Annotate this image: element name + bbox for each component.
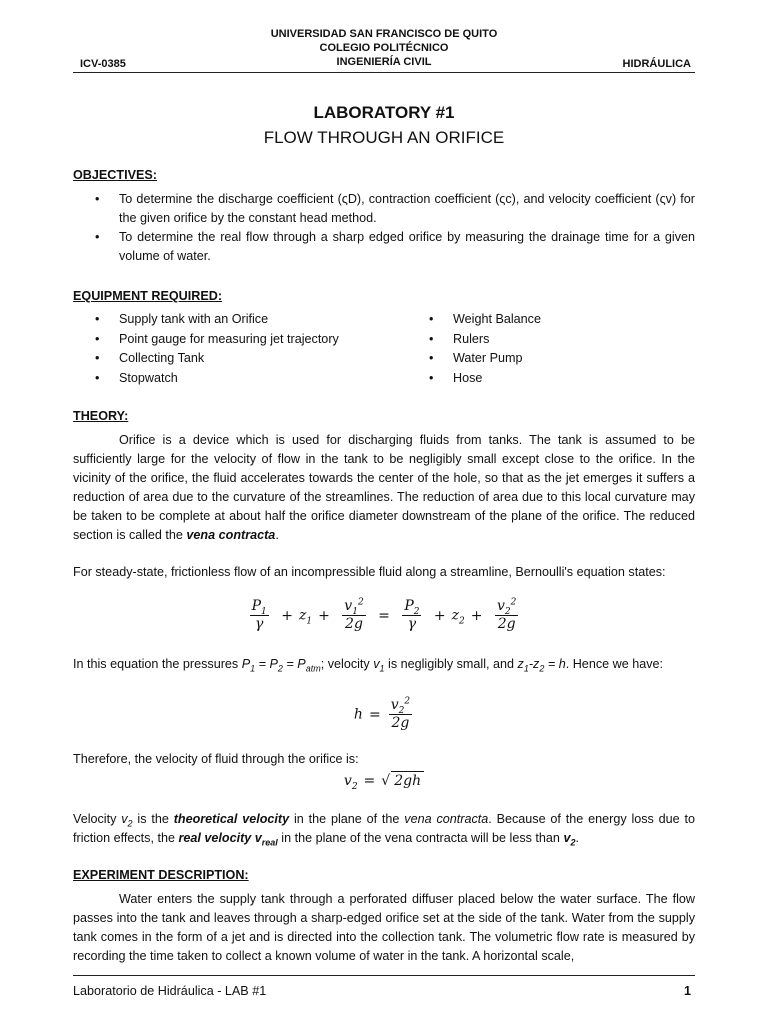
theory-paragraph-1: Orifice is a device which is used for discharging fluids from tanks. The tank is assumed to be sufficiently large for the velocity of flow in the tank to be negligibly small except close to the orifice. In the vicinity of the orifice, the fluid accelerates towards the center of the hole, so that as the jet emerges it suffers a reduction of area due to the curvature of the streamlines. The reduction of area due to this local curvature may be taken to be complete at about half the orifice diameter downstream of the plane of the orifice. The reduced section is called the vena contracta. xyxy=(73,433,695,542)
theory-heading: THEORY: xyxy=(73,409,129,423)
header-subject: HIDRÁULICA xyxy=(622,58,691,70)
list-item: • Water Pump xyxy=(407,349,695,369)
list-item: • To determine the discharge coefficient (ςD), contraction coefficient (ςc), and velocity coefficient (ςv) for the given orifice by the constant head method. xyxy=(73,190,695,228)
head-equation: h = $\frac{v_2^2}{2g}$ xyxy=(353,696,411,731)
list-item: • Collecting Tank xyxy=(73,349,403,369)
page-number: 1 xyxy=(683,984,691,998)
theory-paragraph-3: In this equation the pressures $P_1 = P_2 = P_{atm}$; velocity $v_1$ is negligibly small, and $z_1-z_2 = h$. Hence we have: xyxy=(73,657,664,674)
header-college: COLEGIO POLITÉCNICO xyxy=(319,42,449,54)
theory-paragraph-5: Velocity $v_2$ is the theoretical velocity in the plane of the vena contracta. Because of the energy loss due to friction effects, the real velocity $v_{real}$ in the plane of the vena contracta will be less than $v_2$. xyxy=(73,812,696,848)
equipment-list-left xyxy=(73,310,403,388)
lab-subtitle: FLOW THROUGH AN ORIFICE xyxy=(263,128,505,147)
header-course-code: ICV-0385 xyxy=(80,58,126,70)
velocity-equation: $v_2$ = √ 2gh xyxy=(0,771,768,791)
experiment-heading: EXPERIMENT DESCRIPTION: xyxy=(73,868,249,882)
footer-label: Laboratorio de Hidráulica - LAB #1 xyxy=(73,984,267,998)
list-item: • Rulers xyxy=(407,330,695,350)
theory-paragraph-2: For steady-state, frictionless flow of an incompressible fluid along a streamline, Bernoulli's equation states: xyxy=(73,565,666,579)
bernoulli-equation: $\frac{P_1}{\gamma}$ + $z_1$ + $\frac{v_1^2}{2g}$ = $\frac{P_2}{\gamma}$ + $z_2$ + $\frac{v_2^2}{2g}$ xyxy=(251,597,517,632)
objectives-list xyxy=(73,190,695,266)
header-university: UNIVERSIDAD SAN FRANCISCO DE QUITO xyxy=(270,28,498,40)
theory-paragraph-4: Therefore, the velocity of fluid through the orifice is: xyxy=(73,752,359,766)
list-item: • Weight Balance xyxy=(407,310,695,330)
equipment-heading: EQUIPMENT REQUIRED: xyxy=(73,289,223,303)
list-item: • Supply tank with an Orifice xyxy=(73,310,403,330)
experiment-paragraph-1: Water enters the supply tank through a perforated diffuser placed below the water surface. The flow passes into the tank and leaves through a sharp-edged orifice set at the side of the tank. Water from the supply tank comes in the form of a jet and is directed into the collection tank. The volumetric flow rate is measured by recording the time taken to collect a known volume of water in the tank. A horizontal scale, xyxy=(73,892,695,963)
list-item: • Point gauge for measuring jet trajectory xyxy=(73,330,403,350)
list-item: • To determine the real flow through a sharp edged orifice by measuring the drainage time for a given volume of water. xyxy=(73,228,695,266)
header-program: INGENIERÍA CIVIL xyxy=(336,56,432,68)
footer-rule xyxy=(73,975,695,976)
list-item: • Hose xyxy=(407,369,695,389)
equipment-list-right xyxy=(407,310,695,388)
header-rule xyxy=(73,72,695,73)
lab-title: LABORATORY #1 xyxy=(313,103,455,122)
list-item: • Stopwatch xyxy=(73,369,403,389)
objectives-heading: OBJECTIVES: xyxy=(73,168,157,182)
